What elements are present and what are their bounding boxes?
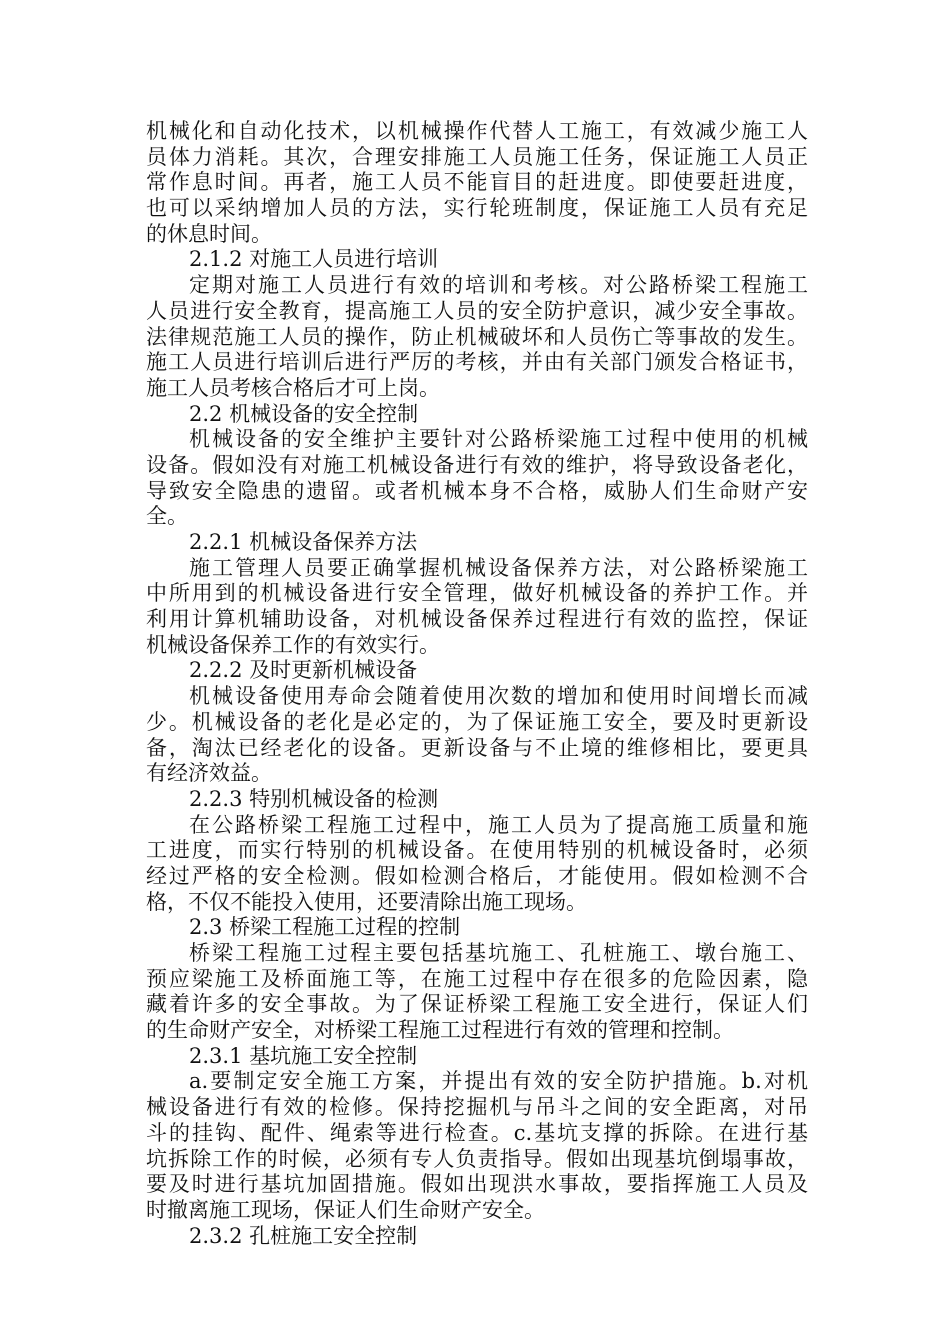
section-heading: 2.3.1 基坑施工安全控制	[189, 1043, 418, 1068]
body-line: 也可以采纳增加人员的方法，实行轮班制度，保证施工人员有充足	[146, 196, 808, 221]
body-line: 施工人员考核合格后才可上岗。	[146, 375, 440, 400]
body-line: 设备。假如没有对施工机械设备进行有效的维护，将导致设备老化，	[146, 452, 808, 477]
body-line: 藏着许多的安全事故。为了保证桥梁工程施工安全进行，保证人们	[146, 992, 808, 1017]
body-line: 机械设备使用寿命会随着使用次数的增加和使用时间增长而减	[189, 684, 808, 709]
body-line: 导致安全隐患的遗留。或者机械本身不合格，威胁人们生命财产安	[146, 478, 808, 503]
body-line: 的休息时间。	[146, 221, 272, 246]
body-line: a.要制定安全施工方案，并提出有效的安全防护措施。b.对机	[189, 1069, 808, 1094]
body-line: 机械设备保养工作的有效实行。	[146, 632, 440, 657]
body-line: 法律规范施工人员的操作，防止机械破坏和人员伤亡等事故的发生。	[146, 324, 808, 349]
document-body	[146, 119, 808, 1249]
body-line: 斗的挂钩、配件、绳索等进行检查。c.基坑支撑的拆除。在进行基	[146, 1120, 808, 1145]
section-heading: 2.1.2 对施工人员进行培训	[189, 247, 439, 272]
section-heading: 2.3 桥梁工程施工过程的控制	[189, 915, 461, 940]
body-line: 常作息时间。再者，施工人员不能盲目的赶进度。即使要赶进度，	[146, 170, 808, 195]
body-line: 机械设备的安全维护主要针对公路桥梁施工过程中使用的机械	[189, 427, 808, 452]
body-line: 工进度，而实行特别的机械设备。在使用特别的机械设备时，必须	[146, 838, 808, 863]
section-heading: 2.2 机械设备的安全控制	[189, 401, 419, 426]
body-line: 时撤离施工现场，保证人们生命财产安全。	[146, 1197, 545, 1222]
section-heading: 2.3.2 孔桩施工安全控制	[189, 1223, 418, 1248]
body-line: 利用计算机辅助设备，对机械设备保养过程进行有效的监控，保证	[146, 607, 808, 632]
body-line: 桥梁工程施工过程主要包括基坑施工、孔桩施工、墩台施工、	[189, 941, 808, 965]
body-line: 中所用到的机械设备进行安全管理，做好机械设备的养护工作。并	[146, 581, 808, 606]
body-line: 预应梁施工及桥面施工等，在施工过程中存在很多的危险因素，隐	[146, 966, 808, 991]
body-line: 在公路桥梁工程施工过程中，施工人员为了提高施工质量和施	[189, 812, 808, 837]
body-line: 施工管理人员要正确掌握机械设备保养方法，对公路桥梁施工	[189, 555, 808, 580]
body-line: 有经济效益。	[146, 761, 272, 786]
body-line: 械设备进行有效的检修。保持挖掘机与吊斗之间的安全距离，对吊	[146, 1095, 808, 1120]
body-line: 全。	[146, 504, 188, 529]
body-line: 施工人员进行培训后进行严厉的考核，并由有关部门颁发合格证书，	[146, 350, 808, 375]
body-line: 人员进行安全教育，提高施工人员的安全防护意识，减少安全事故。	[146, 298, 808, 323]
section-heading: 2.2.2 及时更新机械设备	[189, 658, 418, 683]
body-line: 要及时进行基坑加固措施。假如出现洪水事故，要指挥施工人员及	[146, 1172, 808, 1197]
section-heading: 2.2.1 机械设备保养方法	[189, 530, 418, 554]
body-line: 格，不仅不能投入使用，还要清除出施工现场。	[146, 889, 587, 914]
section-heading: 2.2.3 特别机械设备的检测	[189, 786, 439, 811]
body-line: 员体力消耗。其次，合理安排施工人员施工任务，保证施工人员正	[146, 144, 808, 169]
body-line: 机械化和自动化技术，以机械操作代替人工施工，有效减少施工人	[146, 119, 808, 143]
body-line: 少。机械设备的老化是必定的，为了保证施工安全，要及时更新设	[146, 709, 808, 734]
body-line: 的生命财产安全，对桥梁工程施工过程进行有效的管理和控制。	[146, 1018, 734, 1043]
body-line: 备，淘汰已经老化的设备。更新设备与不止境的维修相比，要更具	[146, 735, 808, 760]
body-line: 经过严格的安全检测。假如检测合格后，才能使用。假如检测不合	[146, 863, 808, 888]
body-line: 定期对施工人员进行有效的培训和考核。对公路桥梁工程施工	[189, 273, 808, 298]
body-line: 坑拆除工作的时候，必须有专人负责指导。假如出现基坑倒塌事故，	[146, 1146, 808, 1171]
